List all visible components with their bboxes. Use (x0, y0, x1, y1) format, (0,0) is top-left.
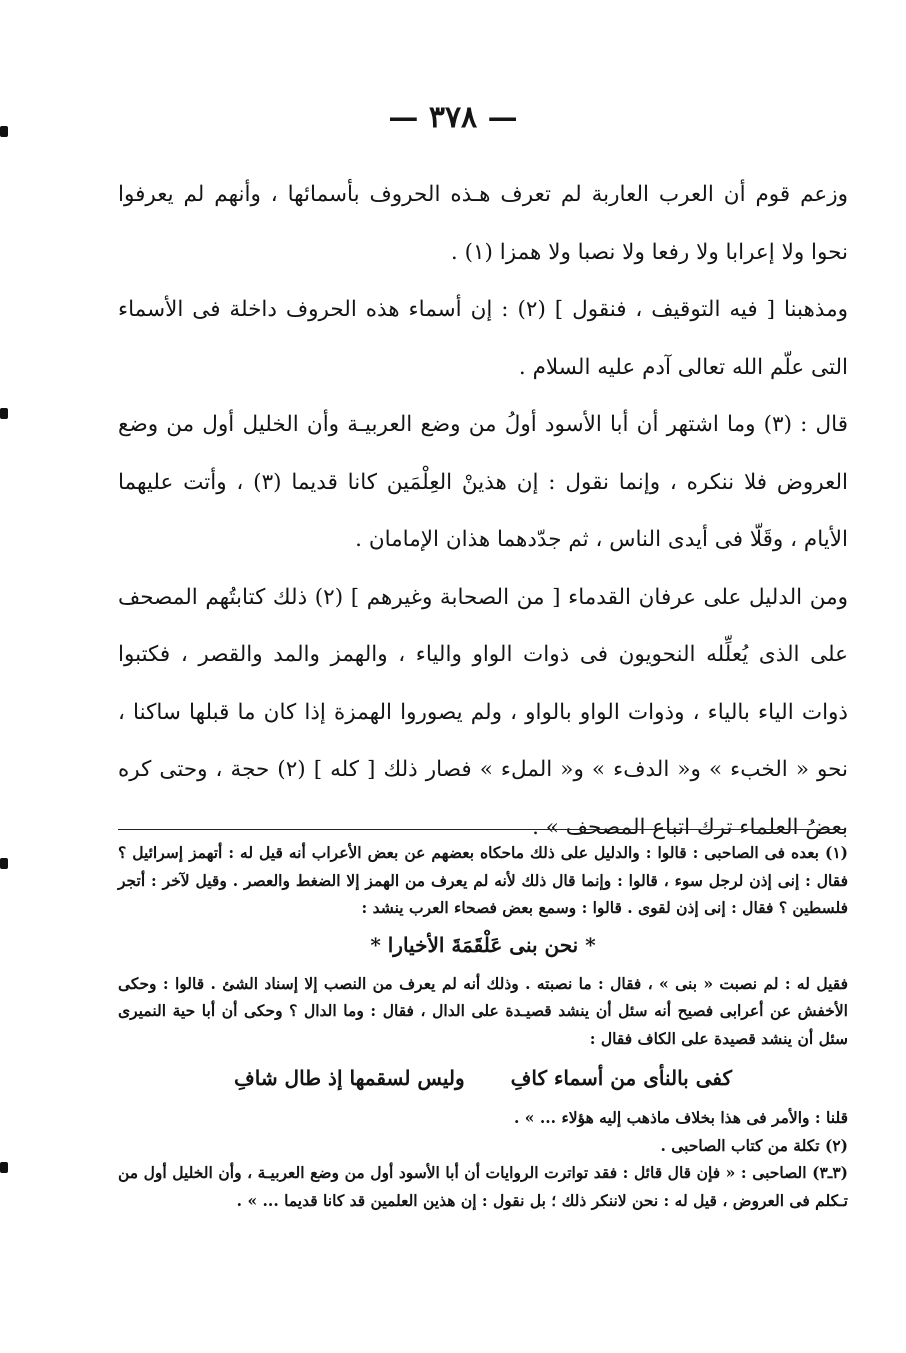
footnote-divider (118, 829, 846, 830)
paragraph: ومن الدليل على عرفان القدماء [ من الصحابة وغيرهم ] (٢) ذلك كتابتُهم المصحف على الذى يُعلِّله النحويون فى ذوات الواو والياء ، والهمز والمد والقصر ، فكتبوا ذوات الياء بالياء ، وذوات الواو بالواو ، ولم يصوروا الهمزة إذا كان ما قبلها ساكنا ، نحو « الخبء » و« الدفء » و« الملء » فصار ذلك [ كله ] (٢) حجة ، وحتى كره بعضُ العلماء ترك اتباع المصحف » . (118, 584, 848, 840)
footnote-3: (٣ـ٣) الصاحبى : « فإن قال قائل : فقد تواترت الروايات أن أبا الأسود أول من وضع العربيـة ، وأن الخليل أول من تـكلم فى العروض ، قيل له : نحن لاننكر ذلك ؛ بل نقول : إن هذين العلمين قد كانا قديما ... » . (118, 1163, 848, 1210)
footnotes-section (118, 839, 848, 1214)
footnote-2: (٢) تكلة من كتاب الصاحبى . (660, 1135, 848, 1155)
scan-margin-mark (0, 1162, 8, 1173)
verse-second-hemistich: وليس لسقمها إذ طال شافِ (234, 1066, 465, 1090)
footnote-1-intro: (١) بعده فى الصاحبى : قالوا : والدليل على ذلك ماحكاه بعضهم عن بعض الأعراب أنه قيل له : أتهمز إسرائيل ؟ فقال : إنى إذن لرجل سوء ، قالوا : وإنما قال ذلك لأنه لم يعرف من الهمز إلا الضغط والعصر . وقيل لآخر : أتجر فلسطين ؟ فقال : إنى إذن لقوى . قالوا : وسمع بعض فصحاء العرب ينشد : (118, 843, 848, 917)
scan-margin-mark (0, 408, 8, 419)
footnote-1-end: قلنا : والأمر فى هذا بخلاف ماذهب إليه هؤلاء ... » . (513, 1108, 848, 1127)
scan-margin-mark (0, 126, 8, 137)
main-body-text (118, 166, 848, 856)
footnote-1-middle: فقيل له : لم نصبت « بنى » ، فقال : ما نصبته . وذلك أنه لم يعرف من النصب إلا إسناد الشئ . قالوا : وحكى الأخفش عن أعرابى فصيح أنه سئل أن ينشد قصيـدة على الدال ، فقال : وما الدال ؟ وحكى أن أبا حية النميرى سئل أن ينشد قصيدة على الكاف فقال : (118, 973, 848, 1048)
paragraph: وزعم قوم أن العرب العاربة لم تعرف هـذه الحروف بأسمائها ، وأنهم لم يعرفوا نحوا ولا إعرابا ولا رفعا ولا نصبا ولا همزا (١) . (118, 182, 848, 265)
verse-first-hemistich: كفى بالنأى من أسماء كافِ (510, 1066, 733, 1090)
paragraph: قال : (٣) وما اشتهر أن أبا الأسود أولُ من وضع العربيـة وأن الخليل أول من وضع العروض فلا ننكره ، وإنما نقول : إن هذينْ العِلْمَين كانا قديما (٣) ، وأتت عليهما الأيام ، وقَلّا فى أيدى الناس ، ثم جدّدهما هذان الإمامان . (118, 412, 849, 552)
scan-margin-mark (0, 858, 8, 869)
paragraph: ومذهبنا [ فيه التوقيف ، فنقول ] (٢) : إن أسماء هذه الحروف داخلة فى الأسماء التى علّم الله تعالى آدم عليه السلام . (118, 297, 848, 380)
footnote-1-verse-pair (118, 1058, 848, 1098)
footnote-1-verse: * نحن بنى عَلْقَمَةَ الأخيارا * (370, 932, 596, 957)
page-number: — ٣٧٨ — (388, 100, 518, 135)
